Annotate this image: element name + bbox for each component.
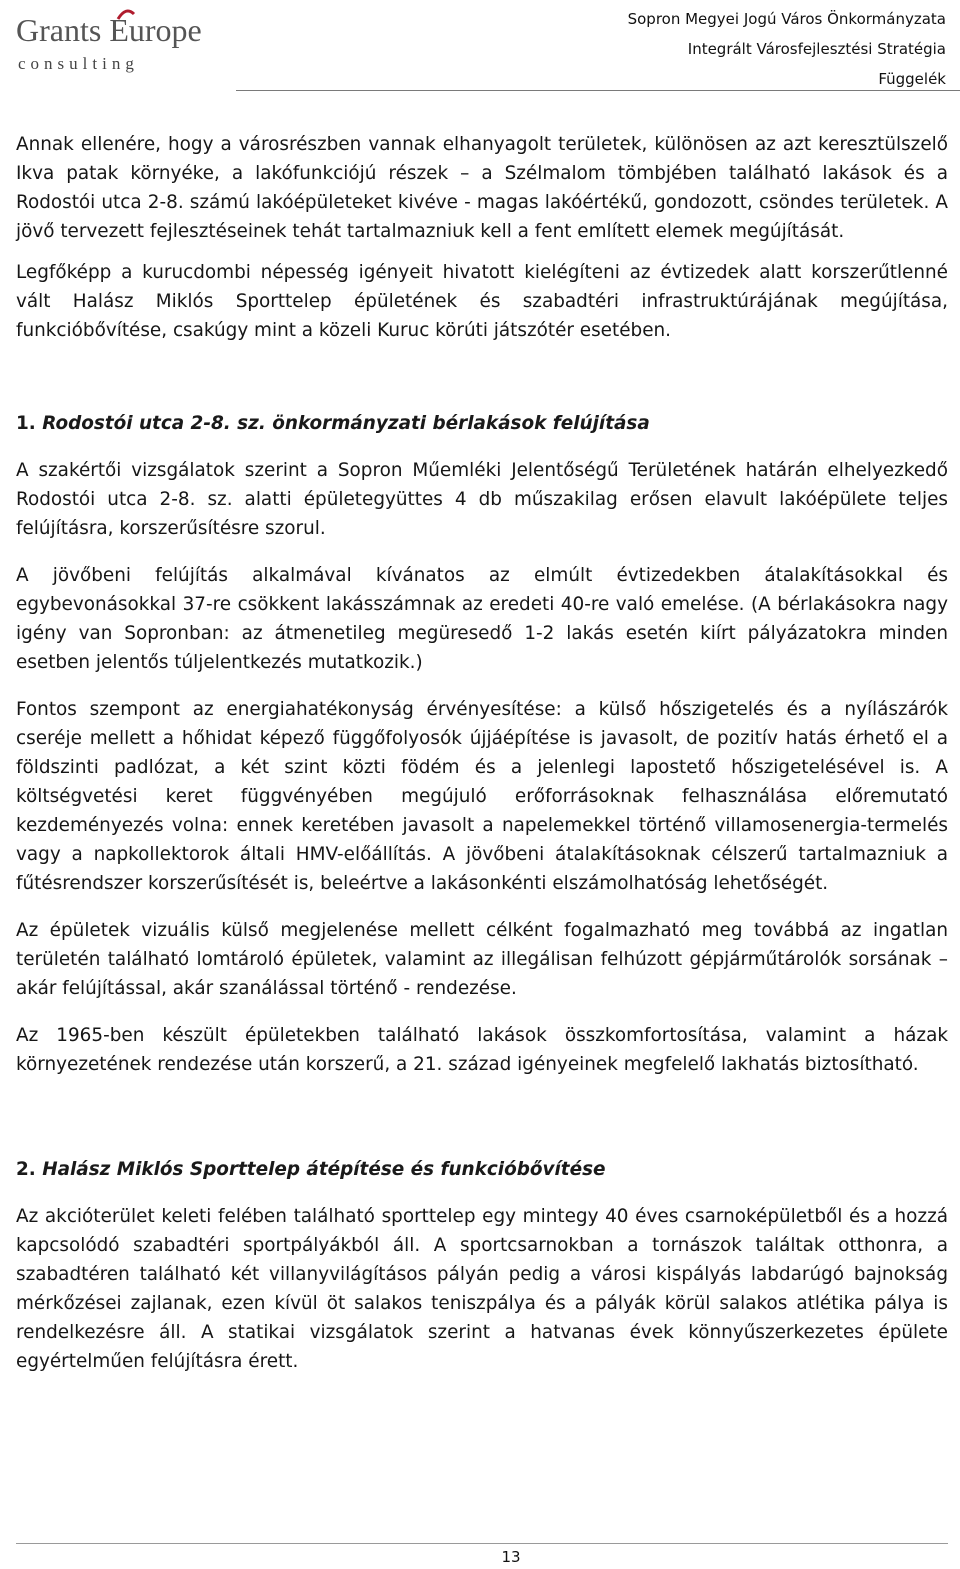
spacer [16, 1097, 948, 1155]
paragraph: Az akcióterület keleti felében található sporttelep egy mintegy 40 éves csarnoképületből és a hozzá kapcsolódó szabadtéri sportpályákból áll. A sportcsarnokban a tornászok találtak otthonra, a szabadtéren található két villanyvilágításos pályán pedig a városi kispályás labdarúgó bajnokság mérkőzései zajlanak, ezen kívül öt salakos teniszpálya és a pályák körül salakos atlétika pálya is rendelkezésre áll. A statikai vizsgálatok szerint a hatvanas évek könnyűszerkezetes épülete egyértelműen felújításra érett. [16, 1206, 948, 1372]
paragraph: Az épületek vizuális külső megjelenése mellett célként fogalmazható meg továbbá az ingatlan területén található lomtároló épületek, valamint az illegálisan felhúzott gépjárműtárolók sorsának – akár felújítással, akár szanálással történő - rendezése. [16, 920, 948, 999]
section-heading-2 [16, 1155, 948, 1184]
logo-wordmark: Grants Europe [16, 12, 202, 48]
section-heading-1 [16, 409, 948, 438]
paragraph: Legfőképp a kurucdombi népesség igényeit hivatott kielégíteni az évtizedek alatt korszerűtlenné vált Halász Miklós Sporttelep épületének és szabadtéri infrastruktúrájának megújítása, funkcióbővítése, csakúgy mint a közeli Kuruc körúti játszótér esetében. [16, 262, 948, 341]
paragraph: A jövőbeni felújítás alkalmával kívánatos az elmúlt évtizedekben átalakításokkal és egybevonásokkal 37-re csökkent lakásszámnak az eredeti 40-re való emelése. (A bérlakásokra nagy igény van Sopronban: az átmenetileg megüresedő 1-2 lakás esetén kiírt pályázatokra minden esetben jelentős túljelentkezés mutatkozik.) [16, 565, 948, 673]
page-number: 13 [501, 1548, 521, 1566]
header-divider [236, 90, 960, 91]
paragraph: Annak ellenére, hogy a városrészben vannak elhanyagolt területek, különösen az azt keresztülszelő Ikva patak környéke, a lakófunkciójú részek – a Szélmalom tömbjében található lakások és a Rodostói utca 2-8. számú lakóépületeket kivéve - magas lakóértékű, gondozott, csöndes területek. A jövő tervezett fejlesztéseinek tehát tartalmazniuk kell a fent említett elemek megújítását. [16, 134, 948, 242]
section-title: Rodostói utca 2-8. sz. önkormányzati bérlakások felújítása [42, 413, 650, 434]
logo-tagline: consulting [18, 54, 139, 73]
paragraph: A szakértői vizsgálatok szerint a Sopron Műemléki Jelentőségű Területének határán elhelyezkedő Rodostói utca 2-8. sz. alatti épületegyüttes 4 db műszakilag erősen elavult lakóépülete teljes felújításra, korszerűsítésre szorul. [16, 460, 948, 539]
paragraph: Az 1965-ben készült épületekben található lakások összkomfortosítása, valamint a házak környezetének rendezése után korszerű, a 21. század igényeinek megfelelő lakhatás biztosítható. [16, 1025, 948, 1075]
document-body [16, 130, 948, 1394]
header-titles [628, 4, 946, 94]
footer-divider [16, 1543, 948, 1544]
header-municipality: Sopron Megyei Jogú Város Önkormányzata [627, 10, 946, 28]
section-number: 1. [16, 413, 36, 434]
section-title: Halász Miklós Sporttelep átépítése és funkcióbővítése [42, 1159, 606, 1180]
page-header [0, 0, 960, 92]
spacer [16, 363, 948, 409]
header-strategy: Integrált Városfejlesztési Stratégia [687, 40, 946, 58]
grants-europe-logo [16, 6, 236, 76]
section-number: 2. [16, 1159, 36, 1180]
header-section: Függelék [878, 70, 946, 88]
paragraph: Fontos szempont az energiahatékonyság érvényesítése: a külső hőszigetelés és a nyílászárók cseréje mellett a hőhidat képező függőfolyosók újjáépítése is javasolt, de pozitív hatás érhető el a földszinti padlózat, a két szint közti födém és a jelenlegi lapostető hőszigetelésével is. A költségvetési keret függvényében megújuló erőforrásoknak felhasználása előremutató kezdeményezés volna: ennek keretében javasolt a napelemekkel történő villamosenergia-termelés vagy a napkollektorok általi HMV-előállítás. A jövőbeni átalakításoknak célszerű tartalmazniuk a fűtésrendszer korszerűsítését is, beleértve a lakásonkénti elszámolhatóság lehetőségét. [16, 699, 948, 894]
